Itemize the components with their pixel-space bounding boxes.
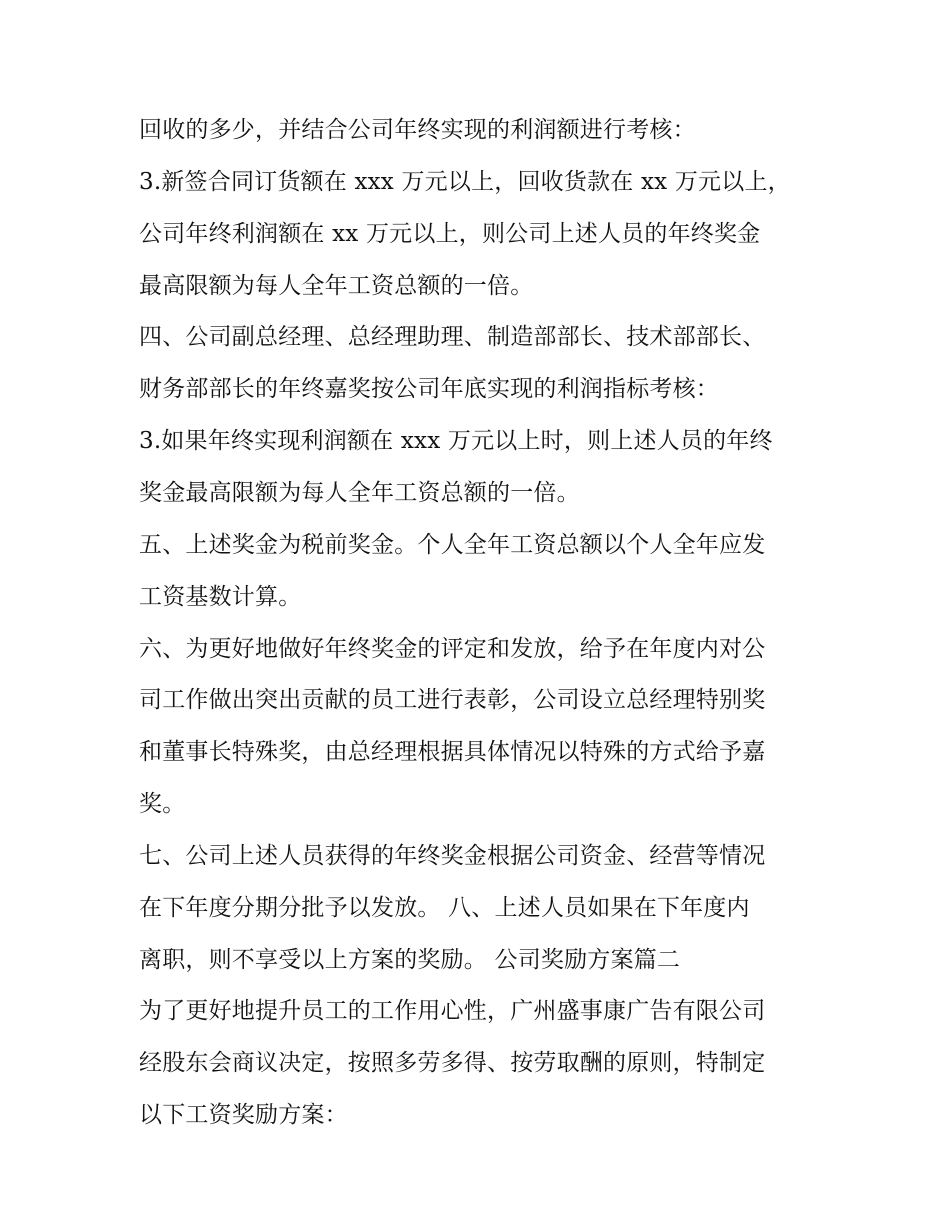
text-line: 为了更好地提升员工的工作用心性，广州盛事康广告有限公司 [139, 998, 766, 1024]
text-line: 五、上述奖金为税前奖金。个人全年工资总额以个人全年应发 [139, 532, 766, 558]
text-line: 七、公司上述人员获得的年终奖金根据公司资金、经营等情况 [139, 843, 766, 869]
text-line: 离职，则不享受以上方案的奖励。 公司奖励方案篇二 [139, 947, 681, 973]
text-line: 回收的多少，并结合公司年终实现的利润额进行考核： [139, 117, 696, 143]
text-line: 财务部部长的年终嘉奖按公司年底实现的利润指标考核： [139, 376, 719, 402]
text-line: 3.如果年终实现利润额在 xxx 万元以上时，则上述人员的年终 [139, 428, 773, 454]
text-line: 四、公司副总经理、总经理助理、制造部部长、技术部部长、 [139, 324, 766, 350]
text-line: 工资基数计算。 [139, 584, 302, 610]
text-line: 和董事长特殊奖，由总经理根据具体情况以特殊的方式给予嘉 [139, 739, 766, 765]
text-line: 最高限额为每人全年工资总额的一倍。 [139, 273, 534, 299]
text-line: 奖金最高限额为每人全年工资总额的一倍。 [139, 480, 580, 506]
text-line: 司工作做出突出贡献的员工进行表彰，公司设立总经理特别奖 [139, 687, 766, 713]
text-line: 公司年终利润额在 xx 万元以上，则公司上述人员的年终奖金 [139, 221, 761, 247]
text-line: 奖。 [139, 791, 186, 817]
text-line: 在下年度分期分批予以发放。 八、上述人员如果在下年度内 [139, 895, 750, 921]
text-line: 六、为更好地做好年终奖金的评定和发放，给予在年度内对公 [139, 636, 766, 662]
text-line: 经股东会商议决定，按照多劳多得、按劳取酬的原则，特制定 [139, 1050, 766, 1076]
text-line: 以下工资奖励方案： [139, 1102, 348, 1128]
text-line: 3.新签合同订货额在 xxx 万元以上，回收货款在 xx 万元以上， [139, 169, 791, 195]
